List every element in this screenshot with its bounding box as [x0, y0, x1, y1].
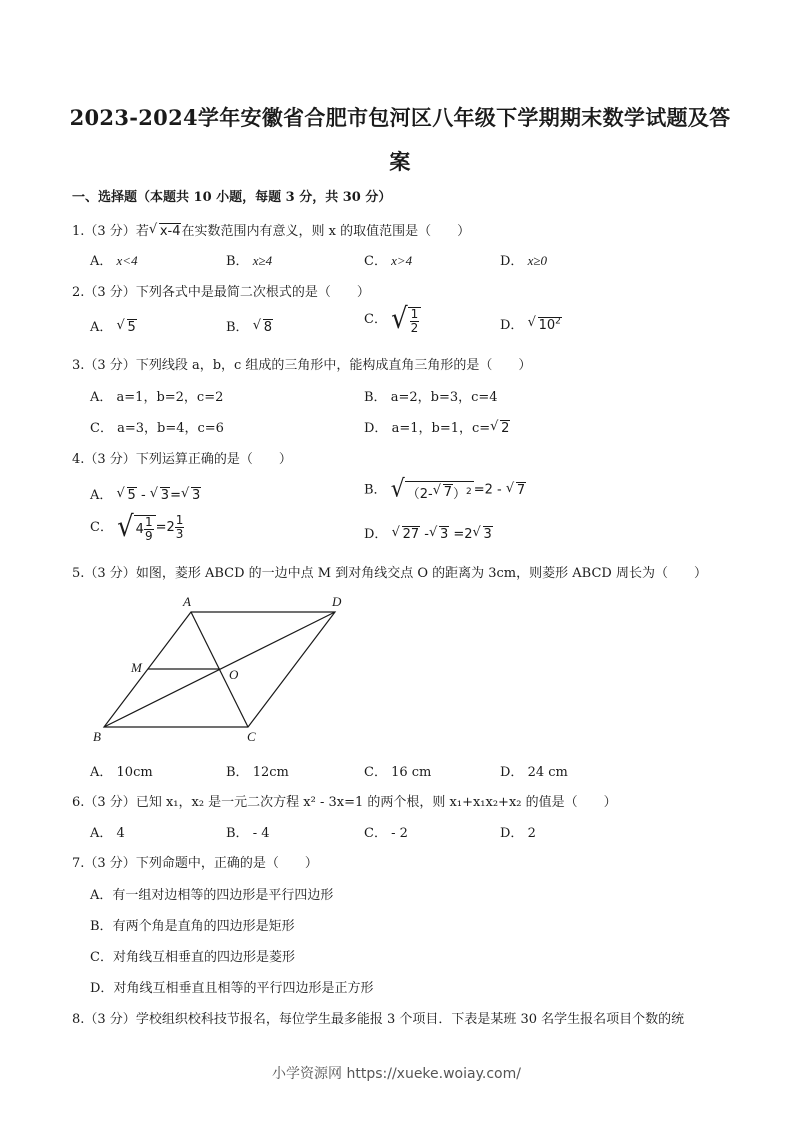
- radicand: 3: [160, 488, 170, 503]
- option-text: 24 cm: [527, 765, 568, 780]
- question-8: [72, 1008, 684, 1027]
- fraction: [144, 516, 154, 543]
- fraction: [410, 308, 420, 335]
- option-label: A．: [90, 488, 113, 503]
- question-text: 下列各式中是最简二次根式的是（ ）: [135, 285, 370, 300]
- rhombus-diagram: [80, 590, 370, 750]
- option-text: 有两个角是直角的四边形是矩形: [112, 919, 295, 934]
- question-text: 如图，菱形 ABCD 的一边中点 M 到对角线交点 O 的距离为 3cm，则菱形 ABCD 周长为（ ）: [135, 566, 707, 581]
- option-2d: [500, 314, 562, 333]
- option-label: B．: [364, 482, 387, 498]
- option-label: A．: [90, 765, 113, 780]
- footer-watermark: 小学资源网 https://xueke.woiay.com/: [272, 1066, 521, 1082]
- question-2: [72, 281, 370, 300]
- option-label: C．: [364, 826, 387, 841]
- operator: -: [420, 527, 429, 542]
- option-2b: [226, 316, 273, 335]
- sqrt-expression: [117, 320, 137, 335]
- question-1: [72, 220, 470, 239]
- option-text: 对角线互相垂直且相等的平行四边形是正方形: [113, 981, 374, 996]
- option-4a: [90, 484, 201, 503]
- option-label: B．: [226, 826, 249, 841]
- denominator: 3: [175, 527, 184, 541]
- option-label: D．: [364, 527, 388, 542]
- sqrt-expression: [473, 527, 493, 542]
- question-text: 若: [135, 224, 149, 239]
- question-score: （3 分）: [84, 856, 136, 871]
- option-3c: [90, 417, 224, 436]
- exponent: 2: [555, 316, 561, 327]
- option-text: 12cm: [252, 765, 289, 780]
- option-label: C．: [364, 312, 387, 327]
- question-text: 学校组织校科技节报名，每位学生最多能报 3 个项目．下表是某班 30 名学生报名项目个数的统: [135, 1012, 685, 1027]
- question-text: 下列命题中，正确的是（ ）: [135, 856, 318, 871]
- radicand: 8: [263, 320, 272, 335]
- exponent: 2: [466, 487, 472, 497]
- option-6a: [90, 822, 125, 841]
- option-label: D．: [500, 826, 524, 841]
- option-text: a=3，b=4，c=6: [117, 421, 224, 436]
- option-label: A．: [90, 826, 113, 841]
- radicand: 7: [516, 482, 526, 498]
- radicand: 27: [402, 527, 420, 542]
- sqrt-expression: [490, 421, 510, 436]
- question-number: 2.: [72, 285, 85, 300]
- sqrt-expression: [528, 317, 562, 333]
- question-score: （3 分）: [84, 1012, 136, 1027]
- label-m: M: [131, 660, 142, 675]
- option-3b: [364, 386, 498, 405]
- option-1b: [226, 250, 272, 269]
- option-label: D．: [364, 421, 388, 436]
- question-score: （3 分）: [84, 566, 136, 581]
- option-text: x<4: [116, 253, 138, 268]
- label-a: A: [183, 594, 191, 609]
- option-label: C．: [90, 520, 113, 535]
- question-score: （3 分）: [84, 285, 136, 300]
- radicand: 5: [127, 320, 136, 335]
- option-text: 10cm: [116, 765, 153, 780]
- option-text: 有一组对边相等的四边形是平行四边形: [112, 888, 334, 903]
- option-text: - 2: [391, 826, 408, 841]
- section-heading: 一、选择题（本题共 10 小题，每题 3 分，共 30 分）: [72, 190, 392, 205]
- question-score: （3 分）: [84, 795, 136, 810]
- option-2c: [364, 304, 421, 335]
- label-b: B: [93, 729, 101, 744]
- question-4: [72, 448, 292, 467]
- option-7c: [90, 946, 295, 965]
- expression-part: （2-: [406, 486, 433, 502]
- question-7: [72, 852, 318, 871]
- option-text: 16 cm: [391, 765, 432, 780]
- sqrt-expression: [433, 485, 453, 500]
- denominator: 9: [144, 529, 153, 543]
- question-6: [72, 791, 617, 810]
- radicand: 3: [191, 488, 201, 503]
- expression-part: =2 -: [473, 482, 506, 498]
- option-6b: [226, 822, 270, 841]
- question-number: 6.: [72, 795, 85, 810]
- option-4c: [90, 512, 184, 543]
- option-text: 4: [116, 826, 125, 841]
- option-7a: [90, 884, 333, 903]
- option-text: 2: [527, 826, 536, 841]
- radicand: [538, 317, 562, 333]
- question-5: [72, 562, 707, 581]
- option-text: - 4: [252, 826, 270, 841]
- sqrt-expression: [390, 475, 474, 504]
- option-label: B．: [90, 919, 113, 934]
- whole-part: 4: [135, 522, 144, 537]
- option-5a: [90, 761, 153, 780]
- radical-sign: √: [391, 302, 408, 336]
- question-score: （3 分）: [84, 224, 136, 239]
- option-6d: [500, 822, 536, 841]
- sqrt-expression: [117, 488, 137, 503]
- sqrt-expression: [253, 320, 273, 335]
- question-text: 在实数范围内有意义，则 x 的取值范围是（ ）: [181, 224, 471, 239]
- option-1d: [500, 250, 547, 269]
- fraction: [175, 514, 185, 541]
- label-o: O: [229, 667, 239, 682]
- option-5b: [226, 761, 289, 780]
- radicand: [405, 481, 474, 502]
- sqrt-expression: [392, 527, 421, 542]
- option-label: B．: [364, 390, 387, 405]
- question-3: [72, 354, 531, 373]
- option-label: D．: [500, 254, 524, 269]
- operator: =2: [449, 527, 473, 542]
- question-text: 已知 x₁，x₂ 是一元二次方程 x² - 3x=1 的两个根，则 x₁+x₁x₂+x₂ 的值是（ ）: [135, 795, 617, 810]
- radical-sign: √: [117, 510, 134, 544]
- option-label: C．: [90, 421, 113, 436]
- operator: -: [136, 488, 150, 503]
- sqrt-fraction: [391, 304, 421, 335]
- option-7d: [90, 977, 373, 996]
- question-text: 下列运算正确的是（ ）: [135, 452, 292, 467]
- numerator: 1: [410, 307, 419, 321]
- question-number: 8.: [72, 1012, 85, 1027]
- option-label: B．: [226, 765, 249, 780]
- option-3d: [364, 417, 510, 436]
- radicand: 3: [483, 527, 492, 542]
- option-label: D．: [90, 981, 114, 996]
- sqrt-expression: [149, 224, 182, 239]
- label-c: C: [247, 729, 256, 744]
- sqrt-expression: [150, 488, 170, 503]
- operator: =: [170, 488, 181, 503]
- radicand: [408, 307, 422, 335]
- option-label: A．: [90, 888, 113, 903]
- option-text: a=2，b=3，c=4: [390, 390, 498, 405]
- option-label: D．: [500, 318, 524, 333]
- sqrt-expression: [181, 488, 201, 503]
- option-text: x≥4: [252, 253, 273, 268]
- option-7b: [90, 915, 295, 934]
- radicand: 7: [443, 484, 452, 500]
- question-number: 1.: [72, 224, 85, 239]
- option-5c: [364, 761, 431, 780]
- option-label: D．: [500, 765, 524, 780]
- denominator: 2: [410, 321, 419, 335]
- radicand: 5: [127, 488, 136, 503]
- option-text: a=1，b=2，c=2: [116, 390, 224, 405]
- option-3a: [90, 386, 223, 405]
- document-title-line1: 2023-2024学年安徽省合肥市包河区八年级下学期期末数学试题及答: [69, 105, 731, 130]
- numerator: 1: [144, 515, 153, 529]
- option-label: A．: [90, 320, 113, 335]
- question-score: （3 分）: [84, 358, 136, 373]
- label-d: D: [332, 594, 342, 609]
- option-label: B．: [226, 320, 249, 335]
- document-title-line2: 案: [389, 149, 411, 174]
- question-number: 7.: [72, 856, 85, 871]
- option-4d: [364, 523, 493, 542]
- question-text: 下列线段 a，b，c 组成的三角形中，能构成直角三角形的是（ ）: [135, 358, 532, 373]
- option-label: C．: [364, 765, 387, 780]
- radicand: 3: [439, 527, 449, 542]
- option-text: 对角线互相垂直的四边形是菱形: [112, 950, 295, 965]
- option-4b: [364, 475, 526, 504]
- option-text: a=1，b=1，c=: [391, 421, 491, 436]
- option-label: A．: [90, 254, 113, 269]
- option-label: C．: [364, 254, 387, 269]
- expression-part: =2: [155, 520, 175, 535]
- option-label: A．: [90, 390, 113, 405]
- radicand: [134, 515, 156, 543]
- question-number: 5.: [72, 566, 85, 581]
- option-1a: [90, 250, 138, 269]
- option-label: C．: [90, 950, 113, 965]
- radicand: 2: [501, 421, 510, 436]
- question-score: （3 分）: [84, 452, 136, 467]
- sqrt-expression: [429, 527, 449, 542]
- option-1c: [364, 250, 412, 269]
- radicand: x-4: [159, 224, 181, 239]
- question-number: 4.: [72, 452, 85, 467]
- sqrt-expression: [506, 483, 526, 498]
- numerator: 1: [175, 513, 184, 527]
- question-number: 3.: [72, 358, 85, 373]
- radical-sign: √: [390, 475, 405, 504]
- option-text: x≥0: [527, 253, 547, 268]
- option-5d: [500, 761, 568, 780]
- option-label: B．: [226, 254, 249, 269]
- option-6c: [364, 822, 408, 841]
- base: 10: [538, 318, 556, 333]
- expression-part: ）: [452, 486, 466, 502]
- option-text: x>4: [391, 253, 413, 268]
- option-2a: [90, 316, 137, 335]
- sqrt-mixed-number: [117, 512, 156, 543]
